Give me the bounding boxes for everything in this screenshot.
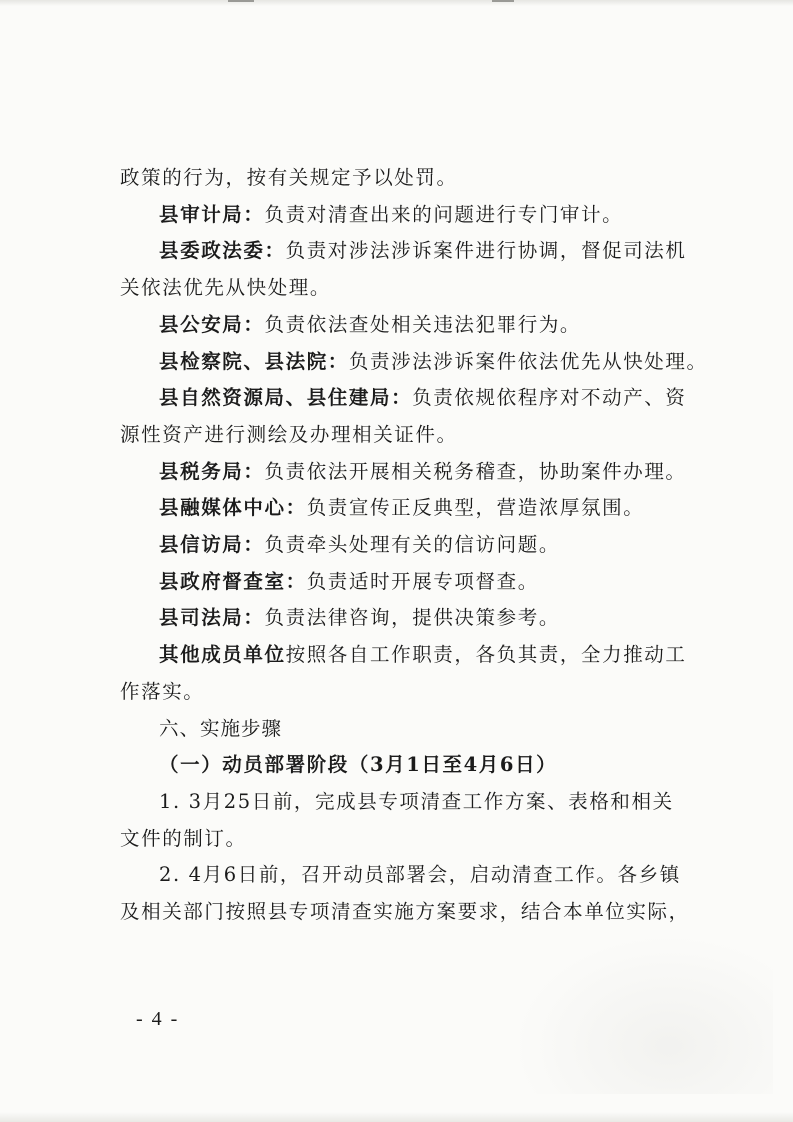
text-run: 负责宣传正反典型，营造浓厚氛围。 <box>306 496 645 520</box>
text-run: 文件的制订。 <box>120 826 247 850</box>
text-line <box>120 160 680 197</box>
text-run: 按照各自工作职责，各负其责，全力推动工 <box>285 643 687 667</box>
text-line <box>120 637 687 674</box>
text-run: 及相关部门按照县专项清查实施方案要求，结合本单位实际， <box>120 900 690 924</box>
bold-label: 其他成员单位 <box>159 643 286 667</box>
scan-edge-top <box>0 0 793 6</box>
text-run: 六、实施步骤 <box>159 716 283 740</box>
text-line <box>120 821 680 858</box>
text-run: 负责适时开展专项督查。 <box>306 569 539 593</box>
text-run: 负责对涉法涉诉案件进行协调，督促司法机 <box>285 239 687 263</box>
bold-label: 县自然资源局、县住建局： <box>159 386 413 410</box>
document-body <box>120 160 708 931</box>
bold-label: 县审计局： <box>159 202 265 226</box>
text-line <box>120 857 680 894</box>
text-run: 作落实。 <box>120 679 205 703</box>
bold-label: 县公安局： <box>159 312 265 336</box>
text-run: 负责对清查出来的问题进行专门审计。 <box>264 202 624 226</box>
text-line <box>120 711 680 748</box>
text-line <box>120 600 680 637</box>
bold-label: （一）动员部署阶段（3月1日至4月6日） <box>159 753 558 777</box>
text-line <box>120 490 680 527</box>
text-line <box>120 417 680 454</box>
text-line <box>120 747 680 784</box>
text-line <box>120 307 680 344</box>
text-run: 负责依法查处相关违法犯罪行为。 <box>264 312 582 336</box>
scan-mark <box>492 0 514 2</box>
bold-label: 县融媒体中心： <box>159 496 307 520</box>
text-line <box>120 270 680 307</box>
bold-label: 县司法局： <box>159 606 265 630</box>
bold-label: 县税务局： <box>159 459 265 483</box>
text-line <box>120 674 680 711</box>
text-line <box>120 233 687 270</box>
text-line <box>120 344 708 381</box>
text-run: 政策的行为，按有关规定予以处罚。 <box>120 166 458 189</box>
text-line <box>120 564 680 601</box>
page-number: - 4 - <box>136 1008 180 1030</box>
scan-edge-bottom <box>0 1112 793 1122</box>
bold-label: 县委政法委： <box>159 239 286 263</box>
text-run: 负责涉法涉诉案件依法优先从快处理。 <box>348 349 708 373</box>
text-line <box>120 380 687 417</box>
text-run: 负责法律咨询，提供决策参考。 <box>264 606 560 630</box>
bold-label: 县政府督查室： <box>159 569 307 593</box>
bold-label: 县信访局： <box>159 533 265 557</box>
text-line <box>120 527 680 564</box>
text-run: 2. 4月6日前，召开动员部署会，启动清查工作。各乡镇 <box>159 863 681 887</box>
text-line <box>120 894 690 931</box>
text-run: 负责牵头处理有关的信访问题。 <box>264 533 560 557</box>
text-run: 源性资产进行测绘及办理相关证件。 <box>120 422 458 446</box>
text-line <box>120 784 680 821</box>
text-run: 负责依法开展相关税务稽查，协助案件办理。 <box>264 459 687 483</box>
text-run: 1. 3月25日前，完成县专项清查工作方案、表格和相关 <box>159 789 674 813</box>
bold-label: 县检察院、县法院： <box>159 349 349 373</box>
text-run: 负责依规依程序对不动产、资 <box>412 386 687 410</box>
text-line <box>120 454 687 491</box>
scan-smudge <box>513 934 773 1094</box>
text-line <box>120 197 680 234</box>
scan-mark <box>228 0 254 2</box>
text-run: 关依法优先从快处理。 <box>120 276 332 300</box>
